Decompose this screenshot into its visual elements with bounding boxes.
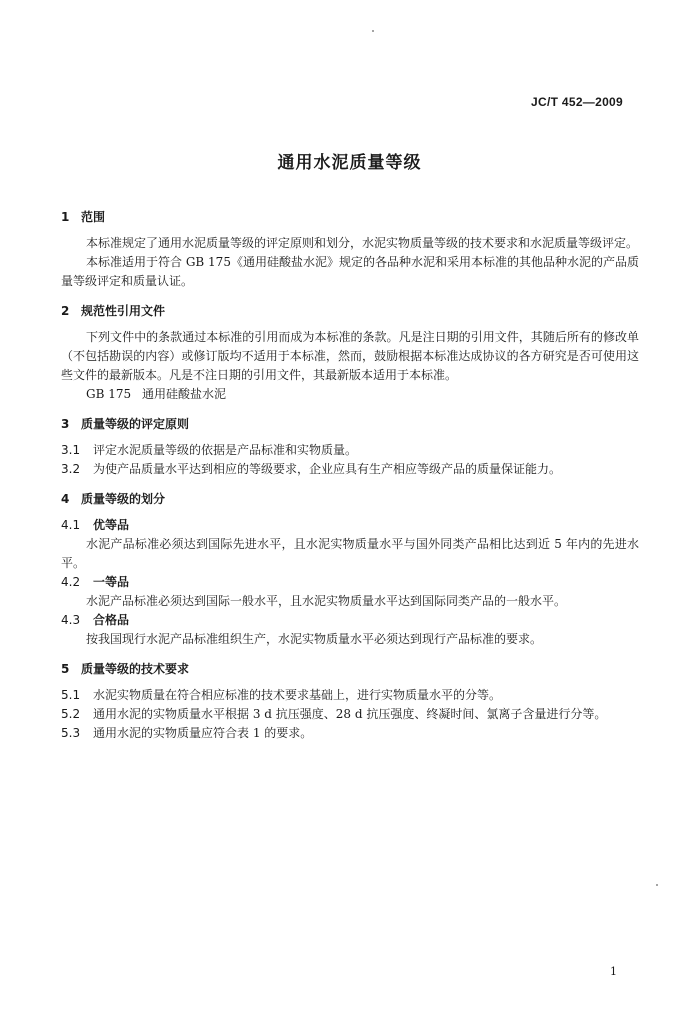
scan-speck [656, 884, 658, 886]
reference-name: 通用硅酸盐水泥 [142, 387, 227, 401]
section-number: 1 [61, 210, 70, 224]
subclause-heading [61, 516, 639, 535]
document-title: 通用水泥质量等级 [277, 153, 422, 173]
subclause-number: 4.2 [61, 575, 81, 589]
section-title: 质量等级的技术要求 [81, 662, 190, 676]
paragraph: 本标准规定了通用水泥质量等级的评定原则和划分，水泥实物质量等级的技术要求和水泥质量等级评定。 [86, 236, 639, 250]
section-number: 5 [61, 662, 70, 676]
subclause-number: 4.1 [61, 518, 81, 532]
clause-number: 3.1 [61, 443, 81, 457]
subclause-label: 合格品 [93, 613, 130, 627]
paragraph: 按我国现行水泥产品标准组织生产，水泥实物质量水平必须达到现行产品标准的要求。 [86, 632, 543, 646]
clause-text: 评定水泥质量等级的依据是产品标准和实物质量。 [93, 443, 358, 457]
section-title: 规范性引用文件 [81, 304, 166, 318]
standard-code: JC/T 452—2009 [531, 95, 623, 109]
subclause-heading [61, 573, 639, 592]
paragraph: 本标准适用于符合 GB 175《通用硅酸盐水泥》规定的各品种水泥和采用本标准的其他品种水泥的产品质量等级评定和质量认证。 [61, 255, 639, 288]
section-heading [61, 660, 639, 680]
paragraph: 水泥产品标准必须达到国际先进水平，且水泥实物质量水平与国外同类产品相比达到近 5 年内的先进水平。 [61, 537, 639, 570]
clause-text: 通用水泥的实物质量水平根据 3 d 抗压强度、28 d 抗压强度、终凝时间、氯离子含量进行分等。 [93, 707, 607, 721]
normative-reference [61, 385, 639, 404]
clause [61, 441, 639, 460]
subclause-label: 优等品 [93, 518, 130, 532]
section-heading [61, 208, 639, 228]
clause-text: 为使产品质量水平达到相应的等级要求，企业应具有生产相应等级产品的质量保证能力。 [93, 462, 562, 476]
subclause-number: 4.3 [61, 613, 81, 627]
section-heading [61, 415, 639, 435]
reference-code: GB 175 [86, 387, 132, 401]
section-title: 范围 [81, 210, 106, 224]
clause-number: 5.1 [61, 688, 81, 702]
document-body [61, 208, 639, 743]
clause-number: 5.3 [61, 726, 81, 740]
subclause-heading [61, 611, 639, 630]
clause-text: 通用水泥的实物质量应符合表 1 的要求。 [93, 726, 313, 740]
page-number: 1 [610, 965, 617, 978]
clause-number: 3.2 [61, 462, 81, 476]
section-number: 4 [61, 492, 70, 506]
paragraph: 水泥产品标准必须达到国际一般水平，且水泥实物质量水平达到国际同类产品的一般水平。 [86, 594, 567, 608]
clause [61, 705, 639, 724]
clause-text: 水泥实物质量在符合相应标准的技术要求基础上，进行实物质量水平的分等。 [93, 688, 502, 702]
clause [61, 724, 639, 743]
section-number: 3 [61, 417, 70, 431]
subclause-label: 一等品 [93, 575, 130, 589]
clause [61, 686, 639, 705]
section-heading [61, 490, 639, 510]
paragraph: 下列文件中的条款通过本标准的引用而成为本标准的条款。凡是注日期的引用文件，其随后所有的修改单（不包括勘误的内容）或修订版均不适用于本标准，然而，鼓励根据本标准达成协议的各方研究是否可使用这些文件的最新版本。凡是不注日期的引用文件，其最新版本适用于本标准。 [61, 330, 639, 382]
scan-speck [372, 30, 374, 32]
clause-number: 5.2 [61, 707, 81, 721]
section-title: 质量等级的划分 [81, 492, 166, 506]
section-heading [61, 302, 639, 322]
section-title: 质量等级的评定原则 [81, 417, 190, 431]
clause [61, 460, 639, 479]
section-number: 2 [61, 304, 70, 318]
